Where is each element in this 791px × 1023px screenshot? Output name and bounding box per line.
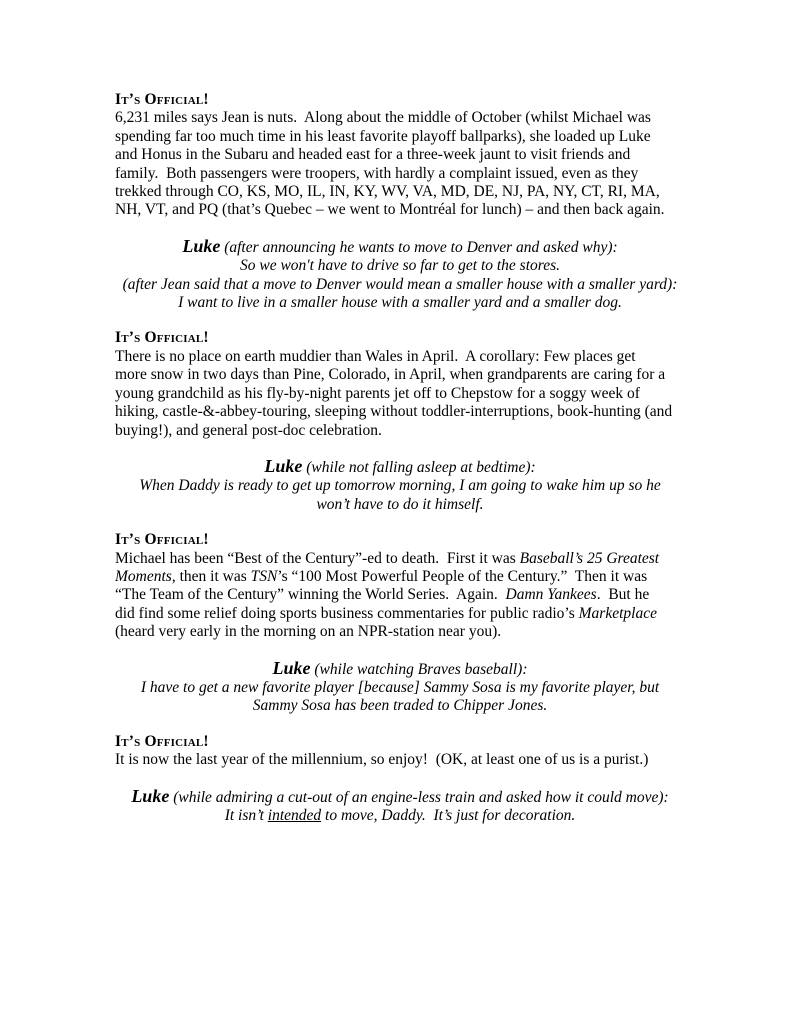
- speaker-name: Luke: [264, 455, 303, 476]
- paragraph: [115, 550, 685, 642]
- text-run: Moments: [115, 567, 172, 585]
- text-run: It is now the last year of the millennium, so enjoy! (OK, at least one of us is a purist.): [115, 751, 649, 769]
- text-run: “The Team of the Century” winning the World Series. Again.: [115, 586, 506, 604]
- text-line: [115, 385, 685, 403]
- text-run: (while watching Braves baseball):: [310, 660, 528, 678]
- quote-section: [115, 237, 685, 313]
- text-run: (after Jean said that a move to Denver would mean a smaller house with a smaller yard):: [122, 275, 678, 293]
- text-run: more snow in two days than Pine, Colorado, in April, when grandparents are caring for a: [115, 366, 666, 384]
- text-run: spending far too much time in his least favorite playoff ballparks), she loaded up Luke: [115, 127, 651, 145]
- text-run: did find some relief doing sports business commentaries for public radio’s: [115, 604, 579, 622]
- text-line: [115, 183, 685, 201]
- quote-line: [101, 697, 699, 715]
- text-line: [115, 422, 685, 440]
- text-line: [115, 568, 685, 586]
- text-run: (after announcing he wants to move to Denver and asked why):: [220, 238, 618, 256]
- official-section: [115, 329, 685, 439]
- text-run: Baseball’s 25 Greatest: [519, 549, 660, 567]
- text-run: (while admiring a cut-out of an engine-less train and asked how it could move):: [169, 788, 669, 806]
- text-run: It isn’t: [224, 807, 268, 824]
- text-run: There is no place on earth muddier than Wales in April. A corollary: Few places get: [115, 347, 636, 365]
- quote-line: [101, 257, 699, 275]
- text-run: to move, Daddy. It’s just for decoration.: [321, 807, 576, 824]
- quote-section: [115, 787, 685, 826]
- text-line: [115, 550, 685, 568]
- text-line: [115, 165, 685, 183]
- text-run: young grandchild as his fly-by-night parents jet off to Chepstow for a soggy week of: [115, 384, 640, 402]
- quote-block: [101, 787, 699, 826]
- official-section: [115, 91, 685, 220]
- text-line: [115, 109, 685, 127]
- paragraph: [115, 109, 685, 219]
- text-run: 6,231 miles says Jean is nuts. Along about the middle of October (whilst Michael was: [115, 109, 651, 127]
- quote-line: [101, 276, 699, 294]
- text-run: Sammy Sosa has been traded to Chipper Jones.: [252, 697, 548, 715]
- text-run: hiking, castle-&-abbey-touring, sleeping without toddler-interruptions, book-hunting (and: [115, 403, 673, 421]
- text-run: trekked through CO, KS, MO, IL, IN, KY, WV, VA, MD, DE, NJ, PA, NY, CT, RI, MA,: [115, 183, 660, 201]
- quote-line: [101, 237, 699, 257]
- text-line: [115, 146, 685, 164]
- text-line: [115, 366, 685, 384]
- text-run: ’s “100 Most Powerful People of the Century.” Then it was: [277, 567, 648, 585]
- official-section: [115, 531, 685, 641]
- text-line: [115, 403, 685, 421]
- official-heading: It’s Official!: [115, 732, 209, 750]
- quote-line: [101, 659, 699, 679]
- text-line: [115, 623, 685, 641]
- quote-section: [115, 659, 685, 716]
- official-heading: It’s Official!: [115, 329, 209, 347]
- text-line: [115, 605, 685, 623]
- text-line: [115, 201, 685, 219]
- speaker-name: Luke: [182, 235, 221, 256]
- official-heading: It’s Official!: [115, 91, 209, 108]
- quote-line: [101, 477, 699, 495]
- paragraph: [115, 751, 685, 769]
- text-run: family. Both passengers were troopers, with hardly a complaint issued, even as they: [115, 164, 639, 182]
- document-body: [115, 91, 685, 825]
- paragraph: [115, 348, 685, 440]
- text-run: intended: [267, 807, 322, 824]
- quote-line: [101, 679, 699, 697]
- text-line: [115, 348, 685, 366]
- text-run: (heard very early in the morning on an NPR-station near you).: [115, 623, 502, 641]
- text-line: [115, 128, 685, 146]
- speaker-name: Luke: [131, 785, 170, 806]
- text-line: [115, 586, 685, 604]
- text-run: Marketplace: [578, 604, 657, 622]
- quote-line: [101, 457, 699, 477]
- text-run: When Daddy is ready to get up tomorrow morning, I am going to wake him up so he: [139, 477, 661, 495]
- text-run: and Honus in the Subaru and headed east for a three-week jaunt to visit friends and: [115, 146, 631, 164]
- quote-block: [101, 237, 699, 313]
- official-section: [115, 733, 685, 770]
- quote-line: [101, 496, 699, 514]
- speaker-name: Luke: [272, 657, 311, 678]
- quote-line: [101, 807, 699, 825]
- official-heading: It’s Official!: [115, 531, 209, 549]
- text-line: [115, 751, 685, 769]
- text-run: NH, VT, and PQ (that’s Quebec – we went to Montréal for lunch) – and then back again.: [115, 201, 665, 219]
- text-run: buying!), and general post-doc celebration.: [115, 421, 382, 439]
- text-run: Michael has been “Best of the Century”-ed to death. First it was: [115, 549, 520, 567]
- text-run: So we won't have to drive so far to get to the stores.: [239, 257, 561, 275]
- quote-block: [101, 659, 699, 716]
- text-run: , then it was: [171, 567, 251, 585]
- text-run: I want to live in a smaller house with a smaller yard and a smaller dog.: [178, 294, 622, 312]
- quote-section: [115, 457, 685, 514]
- quote-line: [101, 787, 699, 807]
- text-run: Damn Yankees: [505, 586, 597, 604]
- quote-line: [101, 294, 699, 312]
- text-run: (while not falling asleep at bedtime):: [302, 458, 536, 476]
- text-run: I have to get a new favorite player [because] Sammy Sosa is my favorite player, but: [140, 678, 660, 696]
- text-run: . But he: [596, 586, 650, 604]
- text-run: TSN: [250, 567, 278, 585]
- text-run: won’t have to do it himself.: [316, 495, 484, 513]
- quote-block: [101, 457, 699, 514]
